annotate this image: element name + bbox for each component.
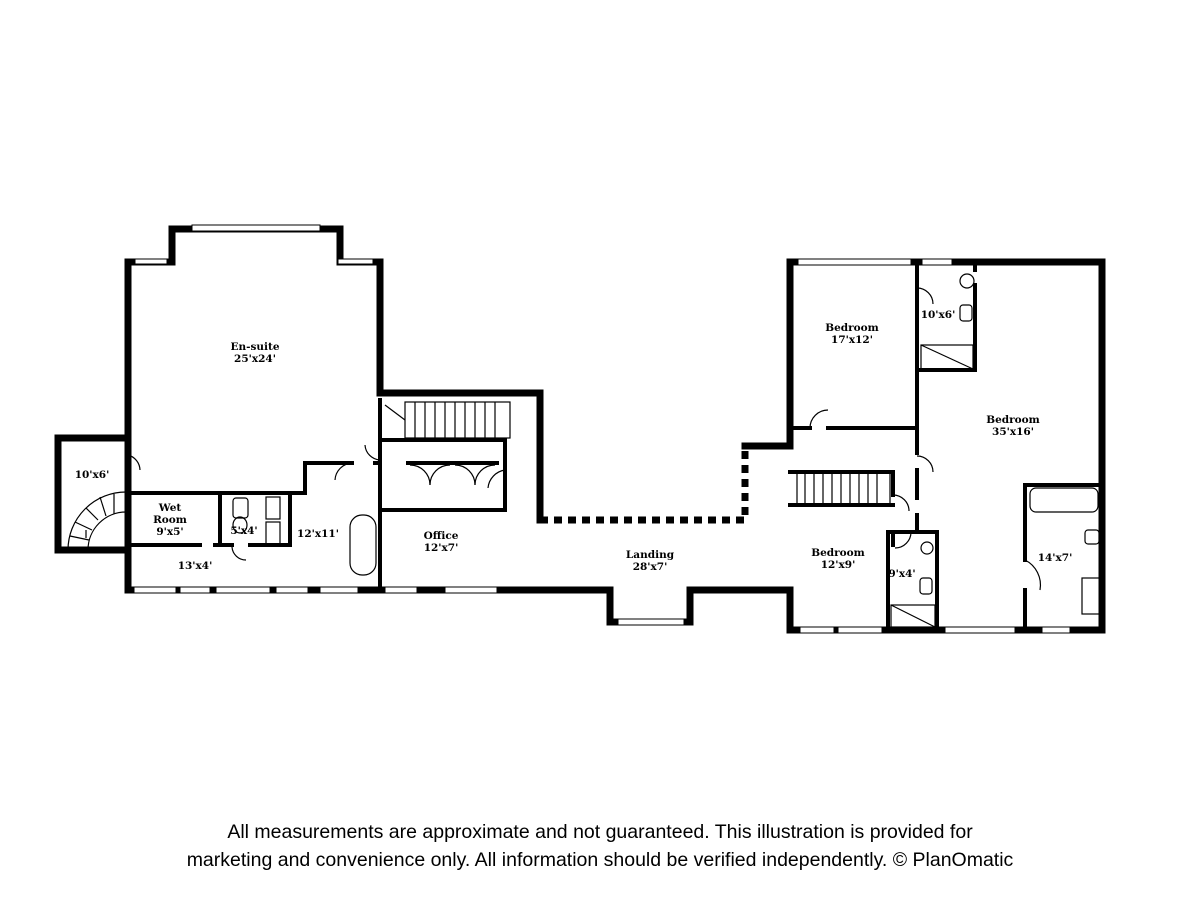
landing-name: Landing: [625, 549, 675, 561]
ensuite-size: 25'x24': [234, 353, 276, 365]
bath-right-size: 14'x7': [1037, 552, 1073, 564]
office-size: 12'x7': [423, 542, 459, 554]
bath-small-size: 9'x4': [888, 568, 916, 580]
room-labels: [75, 309, 1073, 580]
ensuite-name: En-suite: [230, 341, 280, 353]
hall-left-size: 13'x4': [177, 560, 213, 572]
stair-right: [797, 472, 890, 504]
stair-top: [385, 402, 510, 438]
bedroom-large-size: 35'x16': [992, 426, 1034, 438]
bath-room-size: 12'x11': [297, 528, 339, 540]
disclaimer-line-1: All measurements are approximate and not guaranteed. This illustration is provided for: [227, 821, 973, 843]
bedroom-large-name: Bedroom: [986, 414, 1040, 426]
closet-doors: [335, 445, 505, 488]
spiral-stair: [68, 492, 126, 550]
bedroom-small-name: Bedroom: [811, 547, 865, 559]
wc-small-size: 5'x4': [230, 525, 258, 537]
bedroom-top-name: Bedroom: [825, 322, 879, 334]
bedroom-top-size: 17'x12': [831, 334, 873, 346]
wet-room-name-1: Wet: [158, 502, 182, 514]
bath-top-size: 10'x6': [920, 309, 956, 321]
bedroom-small-size: 12'x9': [820, 559, 856, 571]
wet-room-name-2: Room: [153, 514, 187, 526]
landing-size: 28'x7': [632, 561, 668, 573]
wet-room-size: 9'x5': [156, 526, 184, 538]
closet-left-size: 10'x6': [74, 469, 110, 481]
disclaimer: [0, 818, 1200, 874]
office-name: Office: [423, 530, 459, 542]
disclaimer-line-2: marketing and convenience only. All information should be verified independently. © PlanOmatic: [186, 849, 1014, 871]
